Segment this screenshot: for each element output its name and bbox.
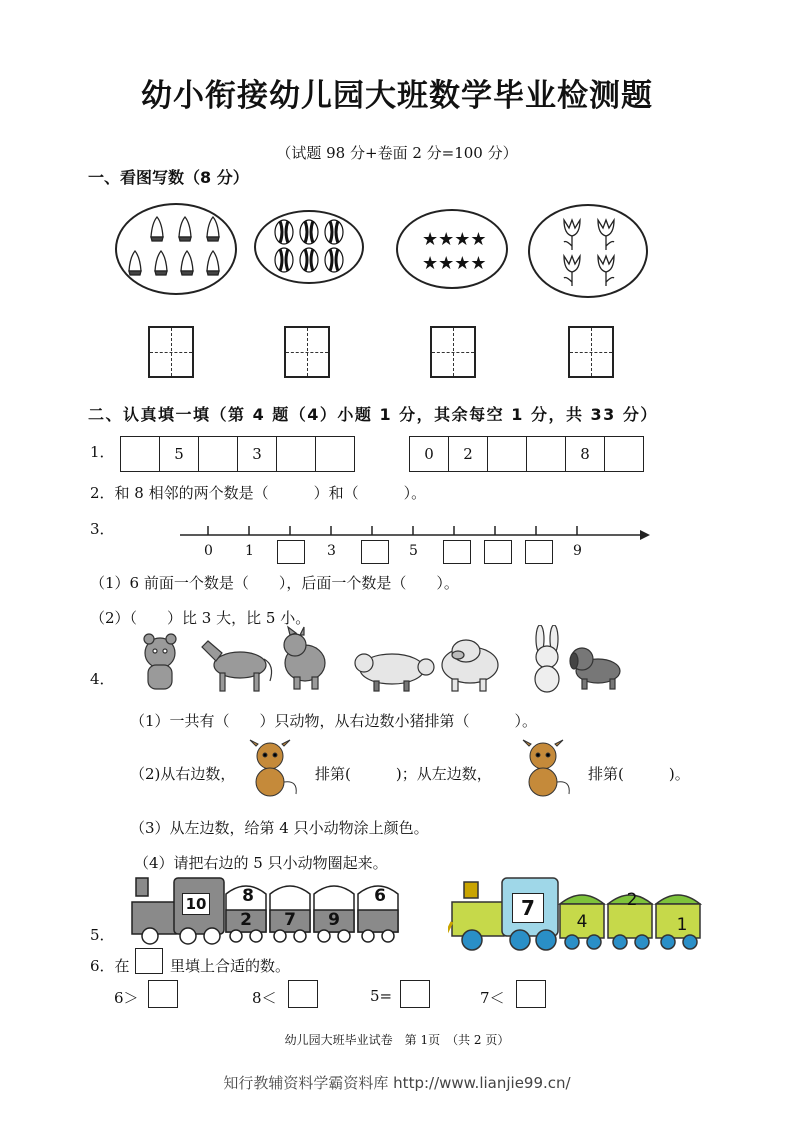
star-icon [398,211,506,287]
q1-a-cell[interactable] [316,437,354,471]
source-watermark: 知行教辅资料学霸资料库 http://www.lianjie99.cn/ [223,1074,571,1092]
q6-answer-box[interactable] [400,980,430,1008]
q4-number: 4． [90,670,115,688]
oval-flowers [528,204,648,298]
wolf-icon [284,627,325,689]
cow-icon [519,738,579,802]
section1-heading: 一、看图写数（8 分） [88,168,249,187]
q1-a-cell: 5 [160,437,199,471]
q6-item-label: 7＜ [480,989,505,1007]
train1-car-top-number: 8 [242,886,254,906]
horse-icon [202,641,272,691]
number-line [178,520,653,544]
q3-sub2: （2）（ ）比 3 大，比 5 小。 [90,609,311,627]
number-line-label: 3 [327,543,336,559]
train2-car-top-number: 2 [626,890,638,910]
q1-a-cell[interactable] [121,437,160,471]
section2-heading: 二、认真填一填（第 4 题（4）小题 1 分，其余每空 1 分，共 33 分） [88,405,658,424]
number-line-label: 0 [204,543,213,559]
q2-text: 2．和 8 相邻的两个数是（ ）和（ ）。 [90,484,427,502]
animal-row [130,625,630,697]
page-title: 幼小衔接幼儿园大班数学毕业检测题 [141,78,653,114]
q1-a-cell[interactable] [277,437,316,471]
q6-answer-box[interactable] [148,980,178,1008]
number-line-label: 5 [409,543,418,559]
answer-box-1[interactable] [148,326,194,378]
train1-car-number: 2 [240,910,252,930]
score-subtitle: （试题 98 分+卷面 2 分=100 分） [276,144,518,162]
train2-car-number: 1 [676,915,688,935]
q1-b-cell: 8 [566,437,605,471]
train2-engine-number: 7 [512,893,544,923]
q6-item-label: 5= [370,987,393,1005]
answer-box-3[interactable] [430,326,476,378]
svg-text:★★★★: ★★★★ [422,229,487,250]
q4-sub4: （4）请把右边的 5 只小动物圈起来。 [134,854,388,872]
train1-car-top-number: 6 [374,886,386,906]
cow-icon [246,738,306,802]
sheep-icon [355,654,434,691]
oval-melons [254,210,364,284]
train1-engine-number: 10 [182,893,210,915]
q1-b-cell[interactable] [605,437,643,471]
number-line-blank[interactable] [277,540,305,564]
q3-sub1: （1）6 前面一个数是（ ），后面一个数是（ ）。 [90,574,459,592]
q1-a-cell: 3 [238,437,277,471]
q1-a-cell[interactable] [199,437,238,471]
rabbit-icon [535,625,559,692]
number-line-blank[interactable] [525,540,553,564]
page-footer: 幼儿园大班毕业试卷 第 1页 （共 2 页） [284,1033,510,1047]
q6-answer-box[interactable] [516,980,546,1008]
q6-item-label: 6＞ [114,989,139,1007]
q5-number: 5． [90,926,115,944]
tulip-icon [530,206,646,296]
pig-icon [442,640,498,691]
answer-box-4[interactable] [568,326,614,378]
q6-sample-box [135,948,163,974]
q1-row-b [409,436,644,472]
number-line-label: 9 [573,543,582,559]
train2-car-number: 4 [576,912,588,932]
svg-text:★★★★: ★★★★ [422,253,487,274]
q4-sub2b: 排第( )；从左边数， [315,765,492,783]
q1-b-cell: 0 [410,437,449,471]
number-line-blank[interactable] [443,540,471,564]
q6-answer-box[interactable] [288,980,318,1008]
q4-sub2a: （2)从右边数， [130,765,236,783]
answer-box-2[interactable] [284,326,330,378]
corn-icon [117,205,235,293]
oval-corn [115,203,237,295]
dog-icon [570,648,620,689]
q4-sub2c: 排第( )。 [588,765,690,783]
oval-stars [396,209,508,289]
q3-number: 3． [90,520,115,538]
q1-row-a [120,436,355,472]
watermelon-icon [256,212,362,282]
q4-sub1: （1）一共有（ ）只动物，从右边数小猪排第（ ）。 [130,712,538,730]
bear-icon [144,634,176,689]
q1-number: 1． [90,443,115,461]
number-line-blank[interactable] [484,540,512,564]
number-line-blank[interactable] [361,540,389,564]
q1-b-cell[interactable] [488,437,527,471]
number-line-label: 1 [245,543,254,559]
q6-item-label: 8＜ [252,989,277,1007]
q4-sub3: （3）从左边数，给第 4 只小动物涂上颜色。 [130,819,429,837]
train-left [128,872,418,946]
q6-text-after: 里填上合适的数。 [170,957,291,975]
train1-car-number: 7 [284,910,296,930]
train1-car-number: 9 [328,910,340,930]
q6-text-before: 6．在 [90,957,130,975]
q1-b-cell: 2 [449,437,488,471]
q1-b-cell[interactable] [527,437,566,471]
